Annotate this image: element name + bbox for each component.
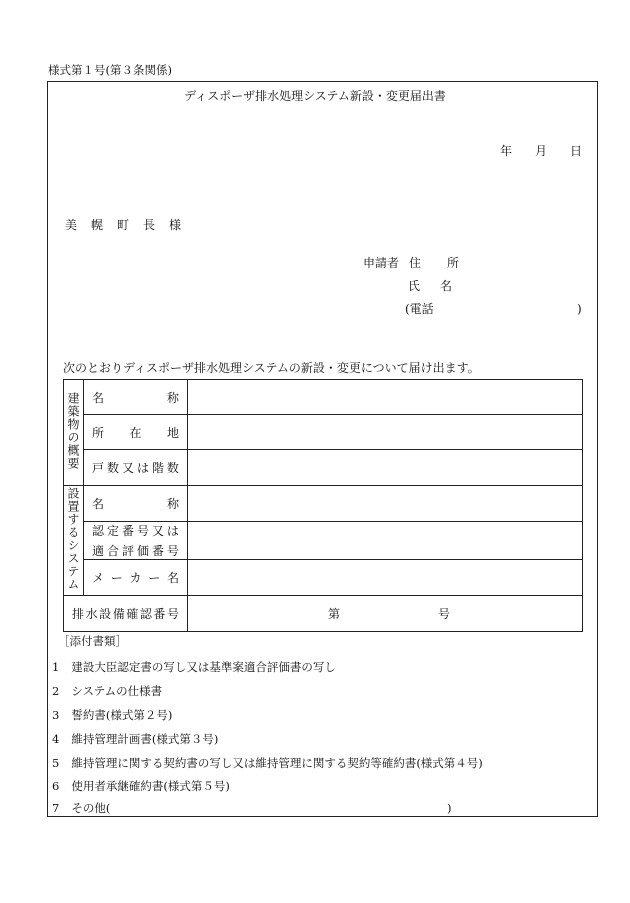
attachment-item: 1 建設大臣認定書の写し又は基準案適合評価書の写し bbox=[52, 660, 336, 674]
date-year: 年 bbox=[500, 144, 513, 158]
date-day: 日 bbox=[570, 144, 583, 158]
attachment-item: 7 その他( bbox=[52, 801, 111, 815]
applicant-phone-close: ) bbox=[577, 302, 582, 316]
applicant-name-label: 氏 名 bbox=[408, 279, 452, 293]
attachment-item: 5 維持管理に関する契約書の写し又は維持管理に関する契約等確約書(様式第４号) bbox=[52, 756, 483, 770]
attachment-item: 2 システムの仕様書 bbox=[52, 684, 163, 698]
table-row bbox=[64, 486, 583, 522]
table-row bbox=[64, 380, 583, 415]
form-title: ディスポーザ排水処理システム新設・変更届出書 bbox=[184, 89, 446, 103]
label-system-cert: 認 定 番 号 又 は 適 合 評 価 番 号 bbox=[84, 522, 188, 560]
field-building-location[interactable] bbox=[188, 415, 583, 450]
section-system: 設置するシステム bbox=[64, 486, 84, 596]
table-row bbox=[64, 522, 583, 560]
attachment-item: 3 誓約書(様式第２号) bbox=[52, 708, 173, 722]
attachment-item: 6 使用者承継確約書(様式第５号) bbox=[52, 779, 230, 793]
label-system-maker: メ ー カ ー 名 bbox=[84, 560, 188, 596]
attachment-other-close: ) bbox=[447, 801, 452, 815]
label-building-name: 名 称 bbox=[84, 380, 188, 415]
date-month: 月 bbox=[535, 144, 548, 158]
drainage-dai: 第 bbox=[328, 607, 341, 621]
table-row bbox=[64, 596, 583, 632]
field-drainage-number[interactable] bbox=[188, 596, 583, 632]
field-system-maker[interactable] bbox=[188, 560, 583, 596]
info-table bbox=[63, 379, 583, 632]
label-system-name: 名 称 bbox=[84, 486, 188, 522]
attachment-item: 4 維持管理計画書(様式第３号) bbox=[52, 732, 219, 746]
section-building: 建築物の概要 bbox=[64, 380, 84, 486]
field-system-cert[interactable] bbox=[188, 522, 583, 560]
attachments-heading: ［添付書類］ bbox=[58, 634, 127, 648]
label-building-location: 所 在 地 bbox=[84, 415, 188, 450]
table-row bbox=[64, 415, 583, 450]
drainage-go: 号 bbox=[438, 607, 451, 621]
field-system-name[interactable] bbox=[188, 486, 583, 522]
field-building-name[interactable] bbox=[188, 380, 583, 415]
label-drainage: 排 水 設 備 確 認 番 号 bbox=[64, 596, 188, 632]
table-row bbox=[64, 450, 583, 486]
table-row bbox=[64, 560, 583, 596]
form-number: 様式第１号(第３条関係) bbox=[48, 63, 172, 77]
field-building-units[interactable] bbox=[188, 450, 583, 486]
addressee: 美 幌 町 長 様 bbox=[65, 218, 181, 232]
applicant-address-label: 住 所 bbox=[409, 256, 459, 270]
applicant-label: 申請者 bbox=[363, 256, 400, 270]
label-building-units: 戸 数 又 は 階 数 bbox=[84, 450, 188, 486]
applicant-phone-open: (電話 bbox=[405, 302, 434, 316]
statement: 次のとおりディスポーザ排水処理システムの新設・変更について届け出ます。 bbox=[63, 361, 480, 375]
